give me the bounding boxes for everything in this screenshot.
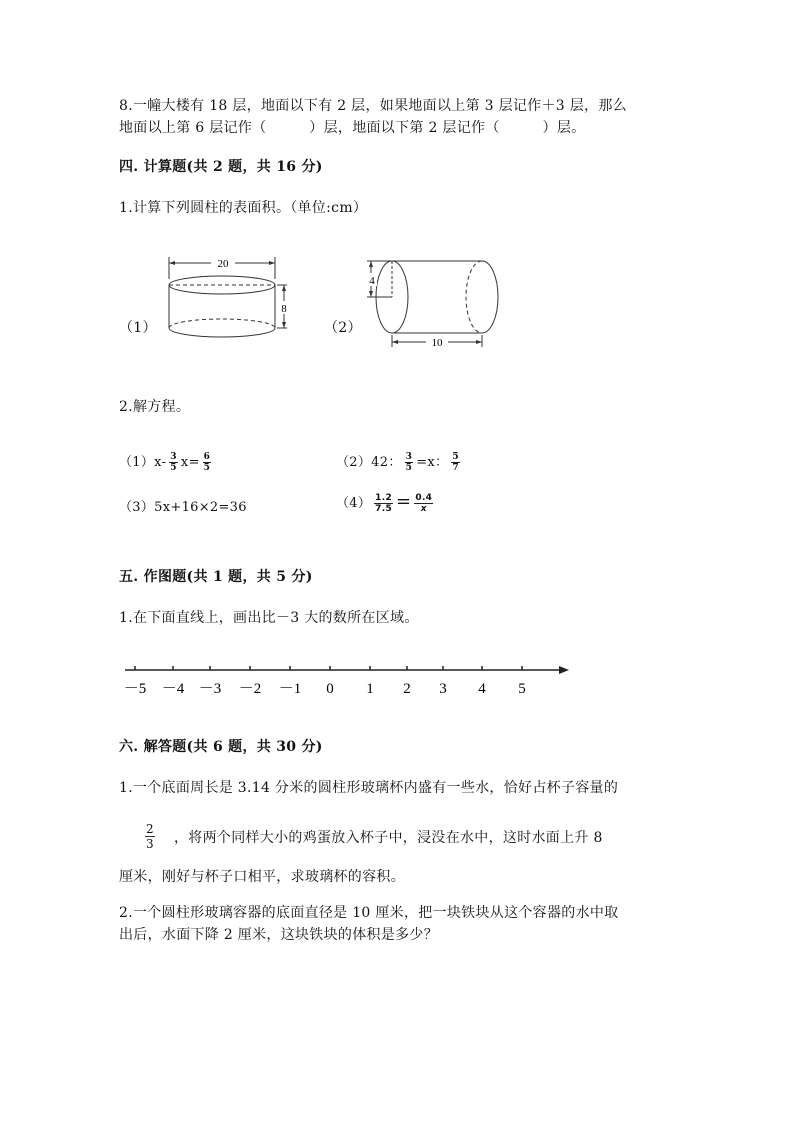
number-line-label: 0 <box>326 681 334 697</box>
number-line-label: －5 <box>123 681 147 697</box>
fig2-label: （2） <box>324 320 362 336</box>
q8-line2: 地面以上第 6 层记作（ ）层，地面以下第 2 层记作（ ）层。 <box>119 120 586 136</box>
s6-q2-line2: 出后，水面下降 2 厘米，这块铁块的体积是多少？ <box>119 927 439 943</box>
eq1-frac1: $\frac{3}{5}$ <box>170 452 177 473</box>
number-line-label: 5 <box>518 681 526 697</box>
eq2-frac1: $\frac{3}{5}$ <box>405 452 413 473</box>
equation-4 <box>336 492 436 514</box>
number-line-label: －3 <box>198 681 222 697</box>
s6-q1-line1: 1.一个底面周长是 3.14 分米的圆柱形玻璃杯内盛有一些水，恰好占杯子容量的 <box>119 780 619 796</box>
number-line-label: 4 <box>478 681 486 697</box>
number-line-label: 3 <box>439 681 447 697</box>
fig1-diameter: 20 <box>217 258 229 270</box>
eq4-frac1: $\frac{1.2}{7.5}$ <box>375 493 393 514</box>
eq1-label: （1）x- <box>119 455 167 470</box>
number-line-label: 1 <box>366 681 374 697</box>
s6-q1-line3: 厘米，刚好与杯子口相平，求玻璃杯的容积。 <box>119 869 405 885</box>
s5-q1-text: 1.在下面直线上，画出比－3 大的数所在区域。 <box>119 610 419 626</box>
s6-q1-fraction: $\frac{2}{3}$ <box>146 822 154 851</box>
eq2-frac2: $\frac{5}{7}$ <box>452 452 459 473</box>
section6-heading: 六. 解答题(共 6 题，共 30 分) <box>119 739 323 755</box>
cylinder-figure-2 <box>362 254 507 350</box>
eq1-mid: x= <box>180 455 200 470</box>
eq2-mid: =x： <box>416 455 449 470</box>
equation-1 <box>119 452 214 473</box>
s4-q1-text: 1.计算下列圆柱的表面积。（单位:cm） <box>119 200 368 216</box>
fig2-length: 10 <box>431 337 443 349</box>
fig1-label: （1） <box>119 320 157 336</box>
fig2-radius: 4 <box>369 275 375 287</box>
s6-q1-line2: ，将两个同样大小的鸡蛋放入杯子中，浸没在水中，这时水面上升 8 <box>174 830 603 846</box>
number-line-label: －4 <box>161 681 185 697</box>
eq1-frac2: $\frac{6}{5}$ <box>203 452 211 473</box>
number-line-label: －1 <box>278 681 302 697</box>
number-line-label: 2 <box>403 681 411 697</box>
eq2-label: （2）42： <box>336 455 402 470</box>
equation-2 <box>336 452 463 473</box>
fig1-height: 8 <box>281 303 287 315</box>
eq4-frac2: $\frac{0.4}{x}$ <box>415 493 433 514</box>
q8-line1: 8.一幢大楼有 18 层，地面以下有 2 层，如果地面以上第 3 层记作＋3 层，那么 <box>119 98 627 114</box>
cylinder-figure-1 <box>160 254 300 346</box>
s6-q2-line1: 2.一个圆柱形玻璃容器的底面直径是 10 厘米，把一块铁块从这个容器的水中取 <box>119 905 619 921</box>
equation-3: （3）5x+16×2=36 <box>119 500 247 515</box>
number-line-arrow-icon <box>559 666 569 674</box>
s4-q2-text: 2.解方程。 <box>119 399 191 415</box>
eq4-mid: = <box>396 491 412 512</box>
section4-heading: 四. 计算题(共 2 题，共 16 分) <box>119 159 323 175</box>
number-line-label: －2 <box>238 681 262 697</box>
number-line[interactable] <box>115 660 575 705</box>
eq4-label: （4） <box>336 496 372 511</box>
section5-heading: 五. 作图题(共 1 题，共 5 分) <box>119 569 313 585</box>
